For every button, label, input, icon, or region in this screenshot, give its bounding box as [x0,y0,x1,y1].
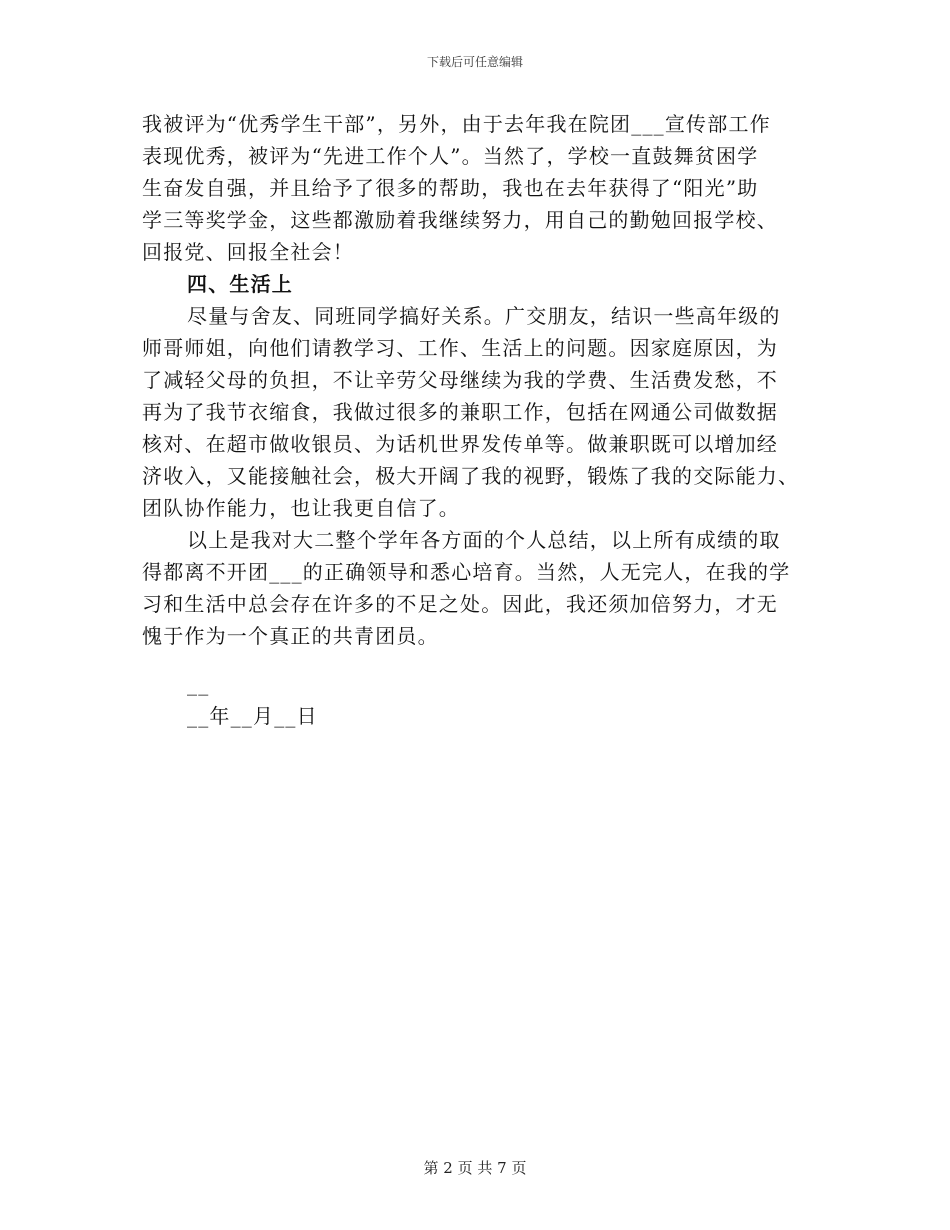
body-line: 师哥师姐，向他们请教学习、工作、生活上的问题。因家庭原因，为 [142,336,778,360]
body-line: 再为了我节衣缩食，我做过很多的兼职工作，包括在网通公司做数据 [142,400,778,424]
body-line: 学三等奖学金，这些都激励着我继续努力，用自己的勤勉回报学校、 [142,208,778,232]
body-line: 济收入，又能接触社会，极大开阔了我的视野，锻炼了我的交际能力、 [142,464,800,488]
body-line: 了减轻父母的负担，不让辛劳父母继续为我的学费、生活费发愁，不 [142,368,778,392]
body-line: 以上是我对大二整个学年各方面的个人总结，以上所有成绩的取 [187,528,781,552]
body-line: 我被评为“优秀学生干部”，另外，由于去年我在院团___宣传部工作 [142,112,771,136]
body-line: 尽量与舍友、同班同学搞好关系。广交朋友，结识一些高年级的 [187,304,781,328]
body-line: 习和生活中总会存在许多的不足之处。因此，我还须加倍努力，才无 [142,592,778,616]
body-line: 表现优秀，被评为“先进工作个人”。当然了，学校一直鼓舞贫困学 [142,144,759,168]
page-header: 下载后可任意编辑 [426,55,523,69]
body-line: 回报党、回报全社会！ [142,240,354,264]
signature-name-line: __ [187,672,210,696]
page-number: 第 2 页 共 7 页 [423,1159,527,1177]
body-line: 团队协作能力，也让我更自信了。 [142,496,460,520]
document-body [142,108,810,652]
signature-date-line: __年__月__日 [187,704,318,728]
body-line: 愧于作为一个真正的共青团员。 [142,624,439,648]
body-line: 核对、在超市做收银员、为话机世界发传单等。做兼职既可以增加经 [142,432,778,456]
section-heading-life: 四、生活上 [187,272,293,296]
body-line: 生奋发自强，并且给予了很多的帮助，我也在去年获得了“阳光”助 [142,176,759,200]
body-line: 得都离不开团___的正确领导和悉心培育。当然，人无完人，在我的学 [142,560,791,584]
signature-block [187,668,318,732]
